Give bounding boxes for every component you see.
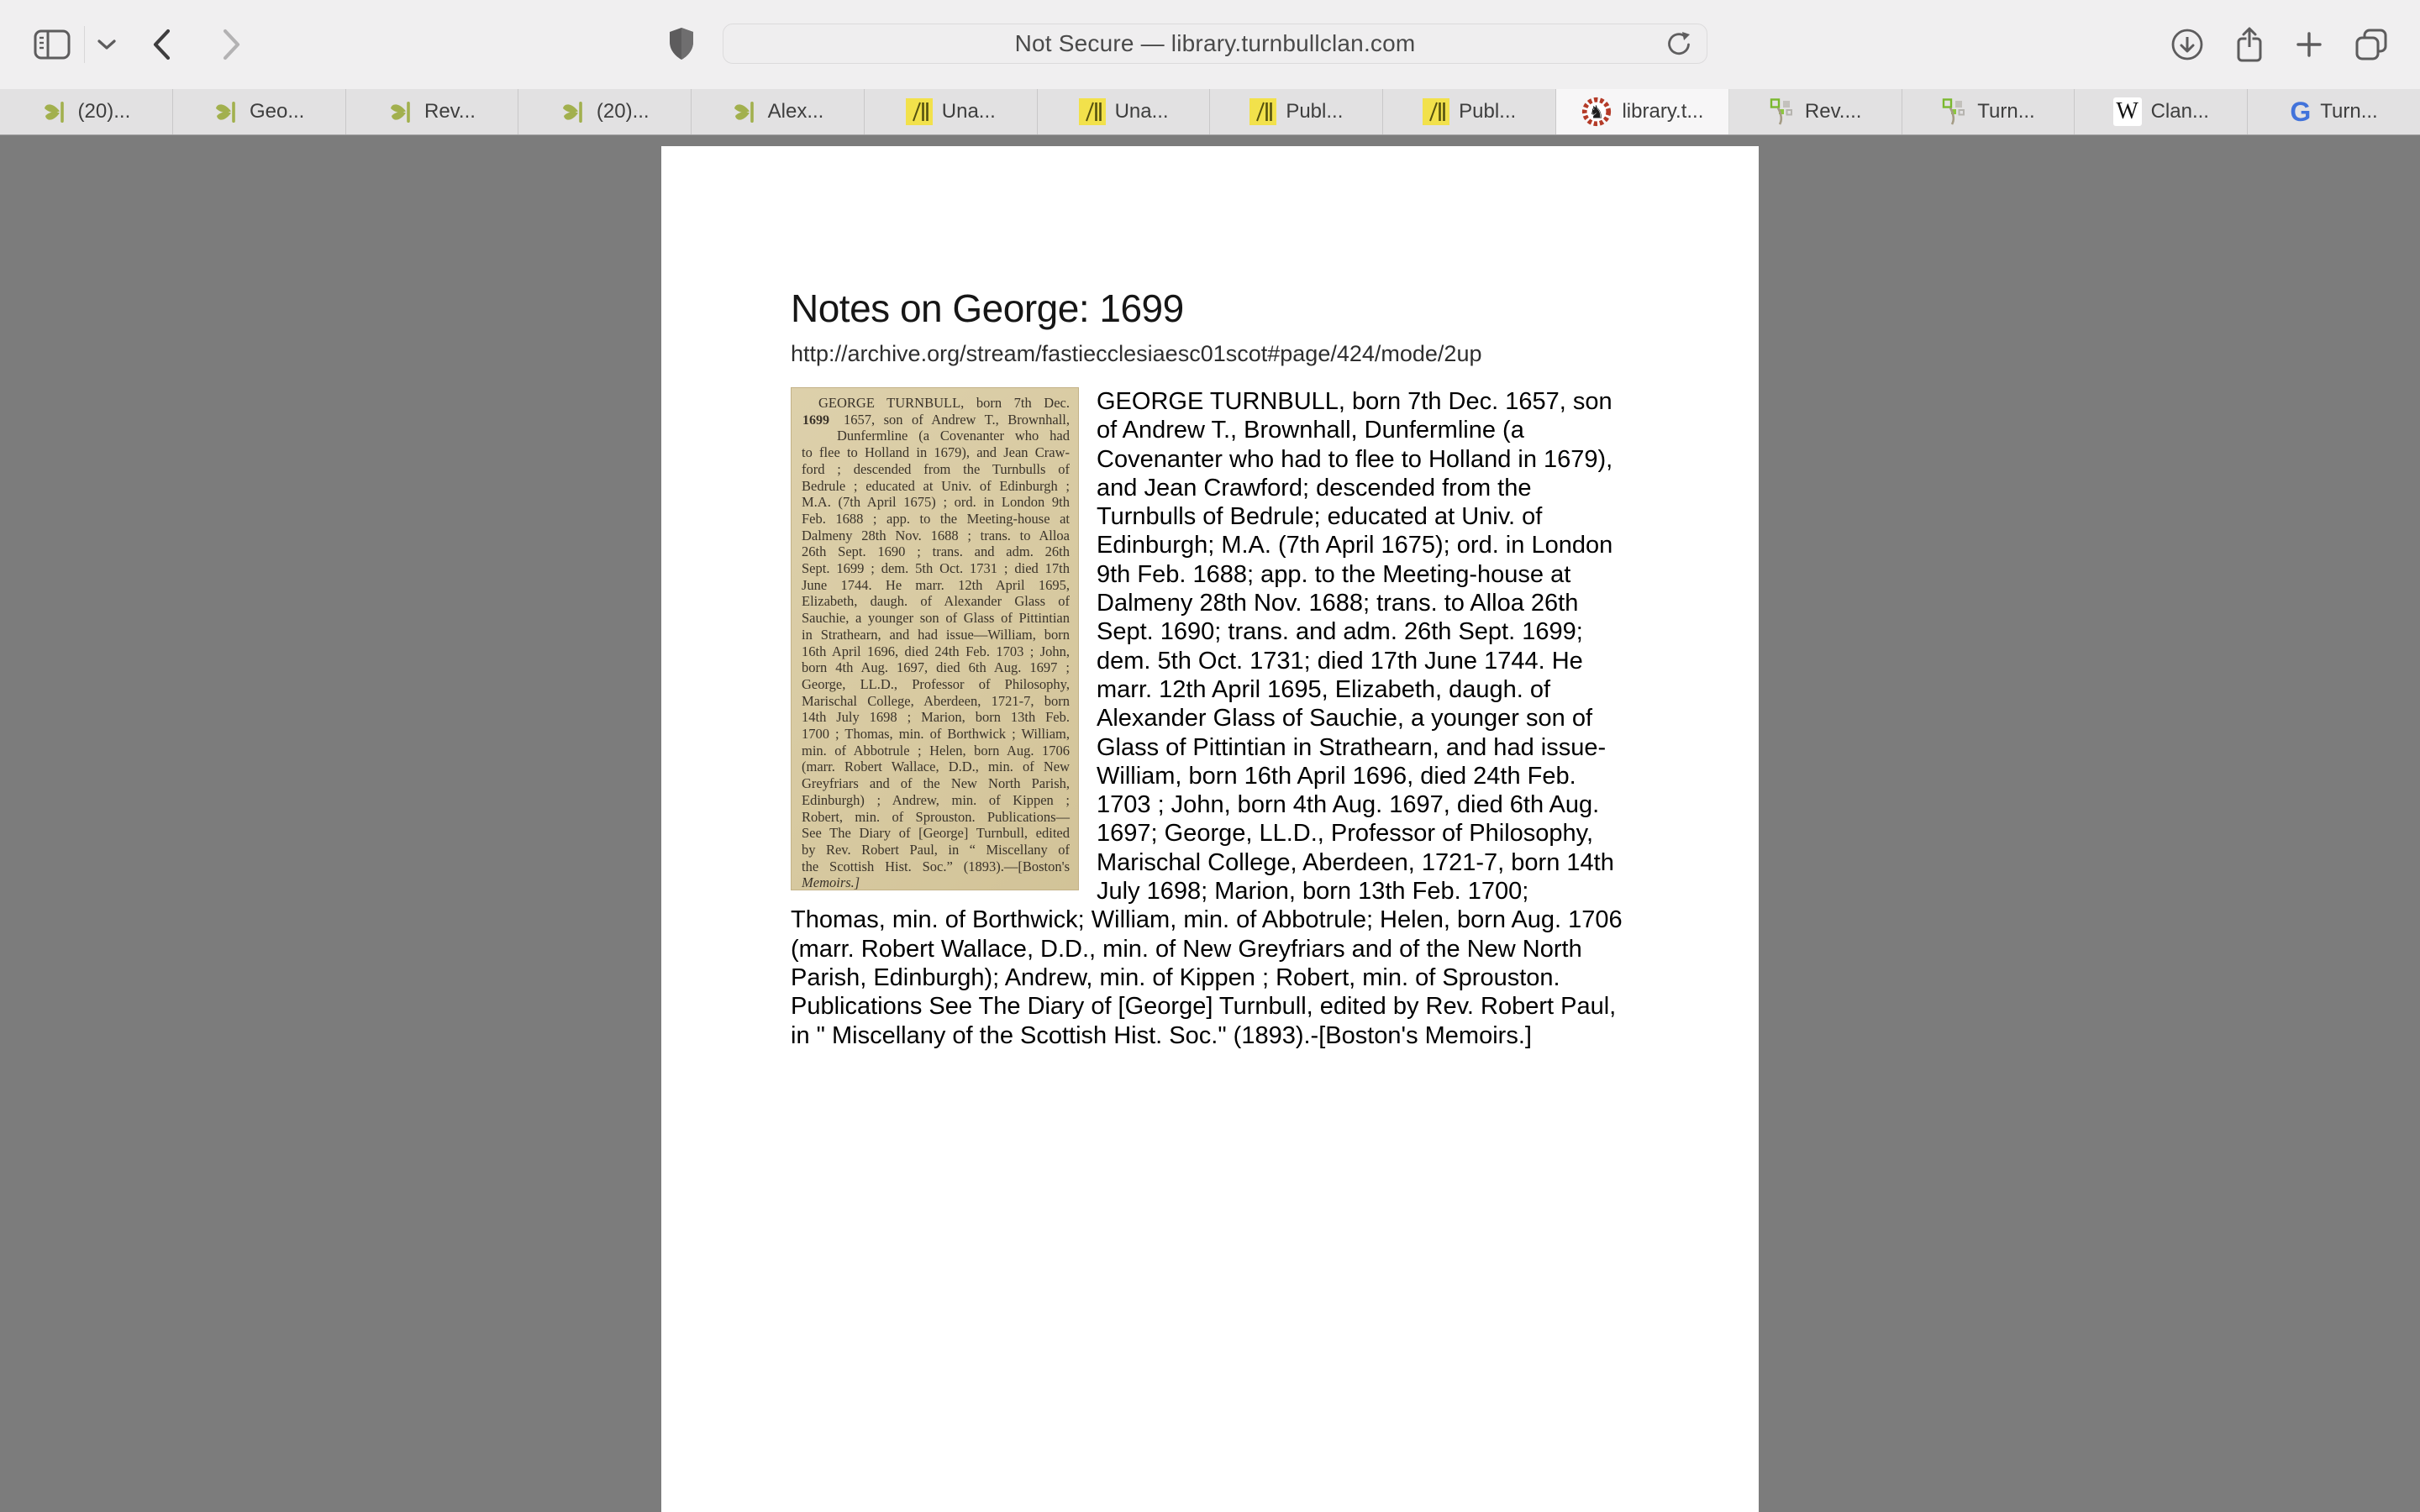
clipping-line: See The Diary of [George] Turnbull, edited bbox=[802, 825, 1070, 842]
tab-label: Geo... bbox=[249, 100, 305, 123]
clipping-line: 14th July 1698 ; Marion, born 13th Feb. bbox=[802, 709, 1070, 726]
browser-toolbar bbox=[0, 0, 2420, 89]
tab-label: (20)... bbox=[77, 100, 131, 123]
clipping-line: Robert, min. of Sprouston. Publications— bbox=[802, 808, 1070, 825]
clipping-line: George, LL.D., Professor of Philosophy, bbox=[802, 675, 1070, 692]
scanned-clipping-image[interactable] bbox=[791, 387, 1079, 890]
sidebar-chevron-down-icon[interactable] bbox=[97, 39, 117, 50]
clipping-line: Elizabeth, daugh. of Alexander Glass of bbox=[802, 593, 1070, 610]
tab-label: Alex... bbox=[767, 100, 824, 123]
yellow-book-icon bbox=[906, 98, 933, 125]
page-title: Notes on George: 1699 bbox=[791, 286, 1184, 330]
source-url: http://archive.org/stream/fastiecclesiaesc01scot#page/424/mode/2up bbox=[791, 341, 1482, 366]
clipping-line: Memoirs.] bbox=[802, 874, 860, 891]
downloads-icon[interactable] bbox=[2170, 27, 2205, 62]
clipping-line: Dunfermline (a Covenanter who had bbox=[837, 428, 1070, 444]
clipping-line: Greyfriars and of the New North Parish, bbox=[802, 775, 1070, 792]
wikipedia-w-icon: W bbox=[2113, 97, 2142, 126]
turnbull-crest-favicon bbox=[1581, 96, 1612, 128]
clipping-line: Sauchie, a younger son of Glass of Pittintian bbox=[802, 610, 1070, 627]
clipping-line: 16th April 1696, died 24th Feb. 1703 ; John, bbox=[802, 643, 1070, 659]
yellow-book-icon bbox=[1423, 98, 1449, 125]
yellow-book-icon bbox=[1079, 98, 1106, 125]
clipping-line: Edinburgh) ; Andrew, min. of Kippen ; bbox=[802, 791, 1070, 808]
clipping-line: (marr. Robert Wallace, D.D., min. of New bbox=[802, 759, 1070, 775]
url-text: Not Secure — library.turnbullclan.com bbox=[1014, 30, 1416, 56]
forward-button-icon[interactable] bbox=[221, 28, 243, 61]
ancestry-leaf-icon bbox=[388, 98, 415, 125]
clipping-line: born 4th Aug. 1697, died 6th Aug. 1697 ; bbox=[802, 659, 1070, 676]
clipping-line: Dalmeny 28th Nov. 1688 ; trans. to Alloa bbox=[802, 527, 1070, 543]
google-g-icon: G bbox=[2290, 97, 2312, 127]
svg-text:♞: ♞ bbox=[1589, 102, 1605, 123]
sidebar-toggle-icon[interactable] bbox=[34, 29, 71, 60]
tab-label: Rev.... bbox=[1804, 100, 1862, 123]
ancestry-leaf-icon bbox=[560, 98, 587, 125]
reload-icon[interactable] bbox=[1665, 30, 1693, 59]
tab-book-4[interactable] bbox=[1383, 89, 1556, 134]
tab-ancestry-1[interactable] bbox=[0, 89, 173, 134]
tab-library-active[interactable] bbox=[1556, 89, 1729, 134]
tab-overview-icon[interactable] bbox=[2353, 26, 2390, 63]
familysearch-tree-icon bbox=[1941, 98, 1968, 125]
tab-book-3[interactable] bbox=[1210, 89, 1383, 134]
clipping-line: min. of Abbotrule ; Helen, born Aug. 1706 bbox=[802, 742, 1070, 759]
back-button-icon[interactable] bbox=[150, 28, 172, 61]
yellow-book-icon bbox=[1249, 98, 1276, 125]
tab-label: library.t... bbox=[1622, 100, 1704, 123]
clipping-line: GEORGE TURNBULL, born 7th Dec. bbox=[818, 395, 1070, 411]
clipping-line: by Rev. Robert Paul, in “ Miscellany of bbox=[802, 841, 1070, 858]
tab-familysearch-1[interactable] bbox=[1729, 89, 1902, 134]
clipping-line: 1700 ; Thomas, min. of Borthwick ; William, bbox=[802, 726, 1070, 743]
clipping-line: 26th Sept. 1690 ; trans. and adm. 26th bbox=[802, 543, 1070, 560]
clipping-line: the Scottish Hist. Soc.” (1893).—[Boston's bbox=[802, 858, 1070, 874]
clipping-line: M.A. (7th April 1675) ; ord. in London 9th bbox=[802, 494, 1070, 511]
tab-label: Rev... bbox=[424, 100, 476, 123]
tab-book-1[interactable] bbox=[865, 89, 1038, 134]
toolbar-divider bbox=[84, 26, 85, 63]
clipping-line: to flee to Holland in 1679), and Jean Craw- bbox=[802, 444, 1070, 461]
web-page bbox=[661, 146, 1759, 1512]
clipping-line: ford ; descended from the Turnbulls of bbox=[802, 460, 1070, 477]
tab-label: Publ... bbox=[1459, 100, 1517, 123]
tab-familysearch-2[interactable] bbox=[1902, 89, 2075, 134]
transcription-text: GEORGE TURNBULL, born 7th Dec. 1657, son of Andrew T., Brownhall, Dunfermline (a Covenanter who had to flee to Holland in 1679), and Jean Crawford; descended from the Turnbulls of Bedrule; educated at Univ. of Edinburgh; M.A. (7th April 1675); ord. in London 9th Feb. 1688; app. to the Meeting-house at Dalmeny 28th Nov. 1688; trans. to Alloa 26th Sept. 1690; trans. and adm. 26th Sept. 1699; dem. 5th Oct. 1731; died 17th June 1744. He marr. 12th April 1695, Elizabeth, daugh. of Alexander Glass of Sauchie, a younger son of Glass of Pittintian in Strathearn, and had issue-William, born 16th April 1696, died 24th Feb. 1703 ; John, born 4th Aug. 1697, died 6th Aug. 1697; George, LL.D., Professor of Philosophy, Marischal College, Aberdeen, 1721-7, born 14th July 1698; Marion, born 13th Feb. 1700; Thomas, min. of Borthwick; William, min. of Abbotrule; Helen, born Aug. 1706 (marr. Robert Wallace, D.D., min. of New Greyfriars and of the New North Parish, Edinburgh); Andrew, min. of Kippen ; Robert, min. of Sprouston. Publications See The Diary of [George] Turnbull, edited by Rev. Robert Paul, in " Miscellany of the Scottish Hist. Soc." (1893).-[Boston's Memoirs.] bbox=[791, 388, 1623, 1049]
clipping-margin-year: 1699 bbox=[802, 413, 829, 428]
tab-label: Una... bbox=[941, 100, 996, 123]
tab-label: Turn... bbox=[2320, 100, 2378, 123]
tab-ancestry-3[interactable] bbox=[346, 89, 519, 134]
ancestry-leaf-icon bbox=[42, 98, 69, 125]
clipping-line: 1657, son of Andrew T., Brownhall, bbox=[844, 411, 1070, 428]
tab-label: Publ... bbox=[1286, 100, 1344, 123]
url-bar[interactable] bbox=[723, 24, 1707, 64]
privacy-shield-icon[interactable] bbox=[668, 26, 695, 61]
ancestry-leaf-icon bbox=[213, 98, 240, 125]
familysearch-tree-icon bbox=[1769, 98, 1796, 125]
tab-label: Turn... bbox=[1977, 100, 2035, 123]
clipping-line: Bedrule ; educated at Univ. of Edinburgh ; bbox=[802, 477, 1070, 494]
ancestry-leaf-icon bbox=[732, 98, 759, 125]
tab-ancestry-2[interactable] bbox=[173, 89, 346, 134]
clipping-line: in Strathearn, and had issue—William, born bbox=[802, 626, 1070, 643]
tab-ancestry-5[interactable] bbox=[692, 89, 865, 134]
tab-bar bbox=[0, 89, 2420, 135]
browser-viewport bbox=[0, 135, 2420, 1512]
clipping-line: Marischal College, Aberdeen, 1721-7, born bbox=[802, 692, 1070, 709]
clipping-line: Sept. 1699 ; dem. 5th Oct. 1731 ; died 17th bbox=[802, 560, 1070, 577]
share-icon[interactable] bbox=[2233, 25, 2265, 64]
tab-label: Clan... bbox=[2150, 100, 2209, 123]
tab-book-2[interactable] bbox=[1038, 89, 1211, 134]
clipping-line: June 1744. He marr. 12th April 1695, bbox=[802, 576, 1070, 593]
tab-label: (20)... bbox=[596, 100, 650, 123]
new-tab-icon[interactable] bbox=[2294, 29, 2324, 60]
tab-google[interactable] bbox=[2248, 89, 2420, 134]
clipping-text bbox=[802, 395, 1070, 891]
tab-wikipedia[interactable] bbox=[2075, 89, 2248, 134]
tab-ancestry-4[interactable] bbox=[518, 89, 692, 134]
clipping-line: Feb. 1688 ; app. to the Meeting-house at bbox=[802, 510, 1070, 527]
tab-label: Una... bbox=[1114, 100, 1169, 123]
